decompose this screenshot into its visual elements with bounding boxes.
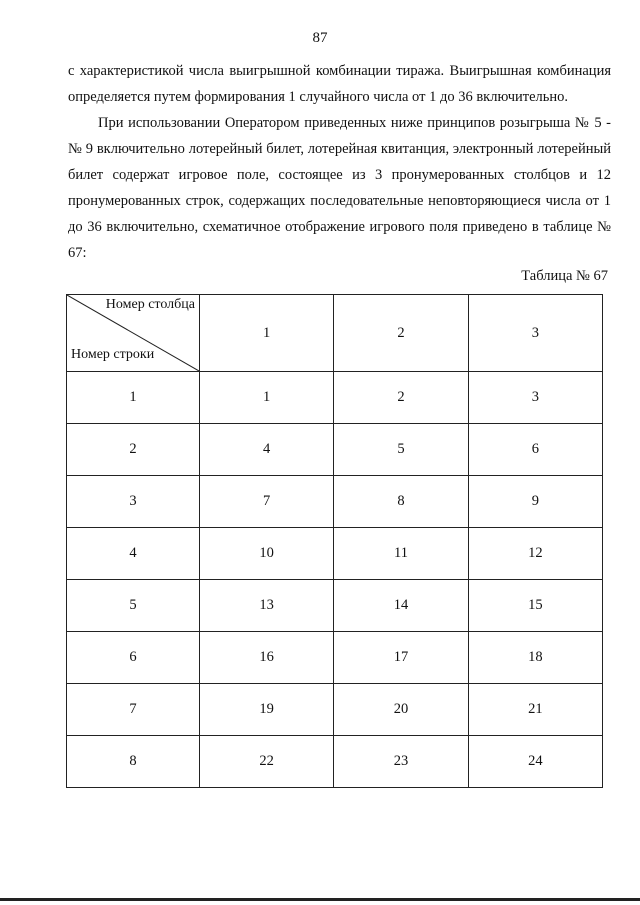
table-cell: 10 <box>200 528 334 580</box>
row-number-cell: 6 <box>67 632 200 684</box>
row-number-cell: 4 <box>67 528 200 580</box>
bottom-border-line <box>0 898 640 901</box>
row-number-cell: 8 <box>67 736 200 788</box>
row-number-cell: 2 <box>67 424 200 476</box>
table-cell: 16 <box>200 632 334 684</box>
table-cell: 6 <box>468 424 602 476</box>
column-header: 2 <box>334 295 468 372</box>
table-cell: 19 <box>200 684 334 736</box>
row-number-cell: 3 <box>67 476 200 528</box>
row-number-cell: 1 <box>67 372 200 424</box>
table-row <box>67 528 603 580</box>
table-row <box>67 580 603 632</box>
table-cell: 22 <box>200 736 334 788</box>
column-header: 1 <box>200 295 334 372</box>
table-cell: 14 <box>334 580 468 632</box>
row-number-label: Номер строки <box>71 347 155 362</box>
table-cell: 4 <box>200 424 334 476</box>
table-cell: 21 <box>468 684 602 736</box>
table-cell: 23 <box>334 736 468 788</box>
table-cell: 8 <box>334 476 468 528</box>
table-cell: 3 <box>468 372 602 424</box>
table-cell: 24 <box>468 736 602 788</box>
table-cell: 5 <box>334 424 468 476</box>
table-row <box>67 632 603 684</box>
table-cell: 2 <box>334 372 468 424</box>
table-cell: 1 <box>200 372 334 424</box>
row-number-cell: 7 <box>67 684 200 736</box>
table-row <box>67 736 603 788</box>
table-row <box>67 372 603 424</box>
table-header-row <box>67 295 603 372</box>
column-number-label: Номер столбца <box>105 297 195 312</box>
page-number: 87 <box>312 30 328 46</box>
paragraph-2: При использовании Оператором приведенных ниже принципов розыгрыша № 5 - № 9 включительно лотерейный билет, лотерейная квитанция, электронный лотерейный билет содержат игровое поле, состоящее из 3 пронумерованных столбцов и 12 пронумерованных строк, содержащих последовательные неповторяющиеся числа от 1 до 36 включительно, схематичное отображение игрового поля приведено в таблице № 67: <box>68 115 611 261</box>
table-cell: 13 <box>200 580 334 632</box>
diagonal-header-cell <box>67 295 200 372</box>
column-header: 3 <box>468 295 602 372</box>
table-row <box>67 476 603 528</box>
table-cell: 9 <box>468 476 602 528</box>
table-row <box>67 424 603 476</box>
game-field-table <box>66 294 603 788</box>
row-number-cell: 5 <box>67 580 200 632</box>
table-cell: 17 <box>334 632 468 684</box>
table-row <box>67 684 603 736</box>
table-cell: 7 <box>200 476 334 528</box>
table-cell: 12 <box>468 528 602 580</box>
table-cell: 20 <box>334 684 468 736</box>
table-caption: Таблица № 67 <box>521 268 608 284</box>
table-cell: 15 <box>468 580 602 632</box>
paragraph-1: с характеристикой числа выигрышной комбинации тиража. Выигрышная комбинация определяется путем формирования 1 случайного числа от 1 до 36 включительно. <box>68 63 611 105</box>
table-cell: 18 <box>468 632 602 684</box>
table-cell: 11 <box>334 528 468 580</box>
